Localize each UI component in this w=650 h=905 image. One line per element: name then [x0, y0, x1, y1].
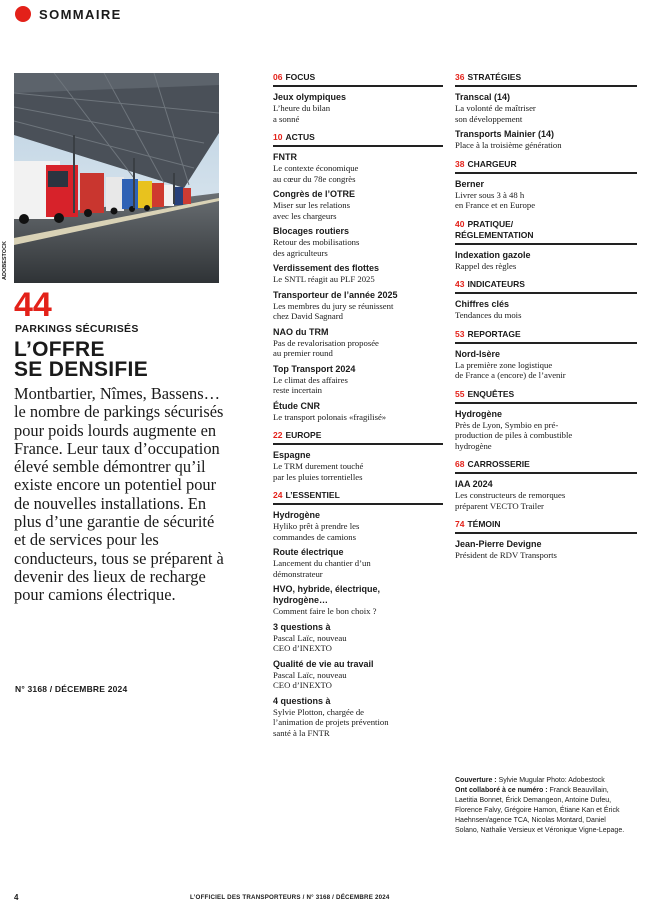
toc-column-middle: [273, 72, 443, 746]
toc-section: [273, 72, 443, 124]
toc-entry-title: 3 questions à: [273, 621, 331, 632]
toc-entry-title: Congrès de l’OTRE: [273, 189, 356, 199]
toc-entry[interactable]: [455, 479, 637, 511]
toc-entry-title: Hydrogène: [273, 510, 321, 520]
toc-entry-description: Pascal Laïc, nouveau CEO d’INEXTO: [273, 669, 347, 690]
toc-entry-description: Président de RDV Transports: [455, 550, 557, 560]
toc-section: [455, 72, 637, 151]
toc-section-page: 74: [455, 519, 465, 529]
toc-column-right: [455, 72, 637, 569]
toc-section-page: 36: [455, 72, 465, 82]
toc-section-label: REPORTAGE: [467, 328, 521, 339]
toc-entry[interactable]: [273, 290, 443, 322]
toc-section-page: 68: [455, 459, 465, 469]
toc-section-page: 40: [455, 218, 465, 229]
toc-entry-title: Qualité de vie au travail: [273, 658, 374, 669]
toc-entry-title: NAO du TRM: [273, 326, 329, 337]
toc-section-page: 38: [455, 158, 465, 169]
toc-entry-title: Route électrique: [273, 547, 344, 557]
toc-section: [455, 279, 637, 321]
toc-entry[interactable]: [273, 510, 443, 542]
toc-section-label: PRATIQUE/ RÉGLEMENTATION: [455, 218, 534, 240]
toc-entry-title: Étude CNR: [273, 400, 320, 411]
toc-entry[interactable]: [455, 299, 637, 321]
toc-section-label: CHARGEUR: [467, 158, 517, 169]
toc-entry[interactable]: [455, 129, 637, 151]
toc-entry-description: Près de Lyon, Symbio en pré- production de piles à combustible hydrogène: [455, 419, 573, 451]
page-title: SOMMAIRE: [39, 6, 122, 22]
toc-section-label: FOCUS: [285, 72, 316, 82]
toc-entry-description: L’heure du bilan a sonné: [273, 103, 331, 124]
toc-section: [455, 519, 637, 561]
toc-section-header[interactable]: [455, 329, 637, 344]
toc-entry-description: La première zone logistique de France a (encore) de l’avenir: [455, 359, 566, 380]
toc-entry[interactable]: [273, 622, 443, 654]
toc-entry-description: Hyliko prêt à prendre les commandes de camions: [273, 521, 360, 542]
toc-entry[interactable]: [273, 364, 443, 396]
cover-text: Montbartier, Nîmes, Bassens… le nombre de parkings sécurisés pour poids lourds augmente en France. Leur taux d’occupation élevé semble démontrer qu’il existe encore un potentiel pour de nouvelles installations. En plus d’une garantie de sécurité et de services pour les conducteurs, tous se préparent à devenir des lieux de recharge pour camions électrique.: [14, 384, 224, 605]
toc-section: [455, 159, 637, 211]
toc-entry[interactable]: [273, 327, 443, 359]
toc-section-page: 55: [455, 388, 465, 399]
toc-section-header[interactable]: [273, 132, 443, 147]
toc-entry-title: Nord-Isère: [455, 348, 501, 359]
toc-entry-description: Livrer sous 3 à 48 h en France et en Europe: [455, 189, 536, 210]
toc-entry[interactable]: [273, 263, 443, 285]
toc-entry-title: Espagne: [273, 450, 311, 460]
toc-entry-title: Hydrogène: [455, 408, 503, 419]
toc-section-header[interactable]: [273, 72, 443, 87]
toc-section-header[interactable]: [273, 490, 443, 505]
toc-section-page: 43: [455, 279, 465, 289]
cover-page-number: 44: [14, 286, 52, 324]
toc-entry-description: Les constructeurs de remorques préparent VECTO Trailer: [455, 490, 566, 511]
toc-entry-description: Rappel des règles: [455, 260, 517, 271]
toc-entry[interactable]: [273, 401, 443, 423]
credits-collab-label: Ont collaboré à ce numéro :: [455, 787, 548, 794]
cover-title: [14, 340, 224, 380]
toc-entry-description: Tendances du mois: [455, 310, 522, 320]
toc-entry-description: Les membres du jury se réunissent chez David Sagnard: [273, 300, 394, 321]
toc-entry-title: Berner: [455, 178, 485, 189]
toc-section: [273, 430, 443, 482]
photo-credit: ADOBESTOCK: [2, 240, 8, 280]
toc-section-page: 22: [273, 430, 283, 440]
footer-page-number: 4: [14, 893, 19, 902]
cover-title-line: L’OFFRE: [14, 338, 105, 361]
toc-section-page: 24: [273, 490, 283, 500]
toc-entry-title: Chiffres clés: [455, 299, 510, 309]
toc-entry-title: Transporteur de l’année 2025: [273, 289, 398, 300]
toc-entry-description: Le SNTL réagit au PLF 2025: [273, 274, 375, 284]
toc-entry[interactable]: [273, 226, 443, 258]
toc-entry[interactable]: [273, 547, 443, 579]
toc-entry[interactable]: [273, 189, 443, 221]
toc-section-label: TÉMOIN: [467, 519, 501, 529]
toc-entry-description: Le climat des affaires reste incertain: [273, 374, 348, 395]
toc-section-header[interactable]: [455, 72, 637, 87]
toc-entry-title: Transcal (14): [455, 92, 511, 102]
toc-section-header[interactable]: [273, 430, 443, 445]
toc-entry-description: Le TRM durement touché par les pluies torrentielles: [273, 461, 364, 482]
toc-entry-description: Comment faire le bon choix ?: [273, 606, 377, 616]
toc-section-header[interactable]: [455, 519, 637, 534]
toc-entry-description: Pas de revalorisation proposée au premier round: [273, 337, 379, 358]
toc-section-label: CARROSSERIE: [467, 459, 530, 469]
cover-photo: [14, 73, 219, 283]
toc-entry-description: Pascal Laïc, nouveau CEO d’INEXTO: [273, 632, 347, 653]
toc-entry[interactable]: [273, 659, 443, 691]
toc-entry[interactable]: [273, 152, 443, 184]
toc-section: [273, 132, 443, 422]
toc-entry-description: Le contexte économique au cœur du 78e congrès: [273, 163, 359, 184]
toc-section-page: 06: [273, 72, 283, 82]
toc-entry[interactable]: [455, 250, 637, 272]
footer-publication: L’OFFICIEL DES TRANSPORTEURS / N° 3168 / DÉCEMBRE 2024: [190, 894, 390, 901]
toc-entry-title: IAA 2024: [455, 479, 493, 489]
toc-entry-title: Indexation gazole: [455, 249, 531, 260]
toc-section: [273, 490, 443, 738]
toc-entry-description: Retour des mobilisations des agriculteurs: [273, 237, 360, 258]
page-header: [15, 6, 122, 22]
toc-entry[interactable]: [273, 696, 443, 739]
toc-section-label: EUROPE: [285, 430, 322, 440]
toc-section-header[interactable]: [455, 459, 637, 474]
toc-section: [455, 389, 637, 452]
toc-section-label: STRATÉGIES: [467, 72, 522, 82]
toc-entry-title: Jeux olympiques: [273, 92, 347, 102]
toc-entry-description: Sylvie Plotton, chargée de l’animation de projets prévention santé à la FNTR: [273, 706, 389, 738]
toc-entry-description: Le transport polonais «fragilisé»: [273, 411, 387, 422]
toc-entry-title: Verdissement des flottes: [273, 263, 380, 273]
toc-section-header[interactable]: [455, 219, 637, 245]
red-dot-icon: [15, 6, 31, 22]
toc-entry[interactable]: [455, 539, 637, 561]
toc-entry[interactable]: [455, 179, 637, 211]
credits-collab-value: Franck Beauvillain, Laetitia Bonnet, Érick Demangeon, Antoine Dufeu, Florence Falvy, Grégoire Hamon, Étiane Kan et Érick Haehnsen/agence TCA, Nicolas Montard, Daniel Solano, Nathalie Versieux et Véronique Vigne-Lepage.: [455, 787, 625, 834]
toc-entry-title: 4 questions à: [273, 695, 331, 706]
credits-block: [455, 776, 625, 836]
toc-section-header[interactable]: [455, 159, 637, 174]
toc-entry[interactable]: [273, 92, 443, 124]
toc-entry-description: La volonté de maîtriser son développement: [455, 103, 536, 124]
toc-section-header[interactable]: [455, 279, 637, 294]
toc-section-page: 53: [455, 328, 465, 339]
toc-section: [455, 459, 637, 511]
toc-section: [455, 219, 637, 272]
toc-entry-title: Jean-Pierre Devigne: [455, 539, 542, 549]
issue-label: N° 3168 / DÉCEMBRE 2024: [15, 684, 128, 694]
toc-entry-title: FNTR: [273, 152, 297, 162]
toc-section-label: INDICATEURS: [467, 279, 525, 289]
toc-entry-title: Transports Mainier (14): [455, 129, 555, 139]
toc-entry-title: Blocages routiers: [273, 226, 350, 236]
toc-entry-title: HVO, hybride, électrique, hydrogène…: [273, 584, 381, 605]
toc-section-header[interactable]: [455, 389, 637, 404]
toc-entry[interactable]: [455, 349, 637, 381]
toc-section-label: ACTUS: [285, 132, 315, 142]
toc-entry[interactable]: [455, 409, 637, 452]
toc-section-label: ENQUÊTES: [467, 388, 515, 399]
cover-kicker: PARKINGS SÉCURISÉS: [15, 323, 139, 335]
toc-entry-description: Place à la troisième génération: [455, 140, 562, 150]
toc-entry[interactable]: [455, 92, 637, 124]
credits-cover-value: Sylvie Mugular Photo: Adobestock: [498, 777, 605, 784]
credits-cover-label: Couverture :: [455, 777, 497, 784]
toc-section-label: L’ESSENTIEL: [285, 490, 340, 500]
toc-entry-description: Miser sur les relations avec les chargeurs: [273, 200, 350, 221]
toc-entry-description: Lancement du chantier d’un démonstrateur: [273, 558, 371, 579]
toc-entry-title: Top Transport 2024: [273, 363, 356, 374]
toc-entry[interactable]: [273, 584, 443, 617]
toc-section-page: 10: [273, 132, 283, 142]
toc-entry[interactable]: [273, 450, 443, 482]
toc-section: [455, 329, 637, 381]
cover-title-line: SE DENSIFIE: [14, 358, 148, 381]
